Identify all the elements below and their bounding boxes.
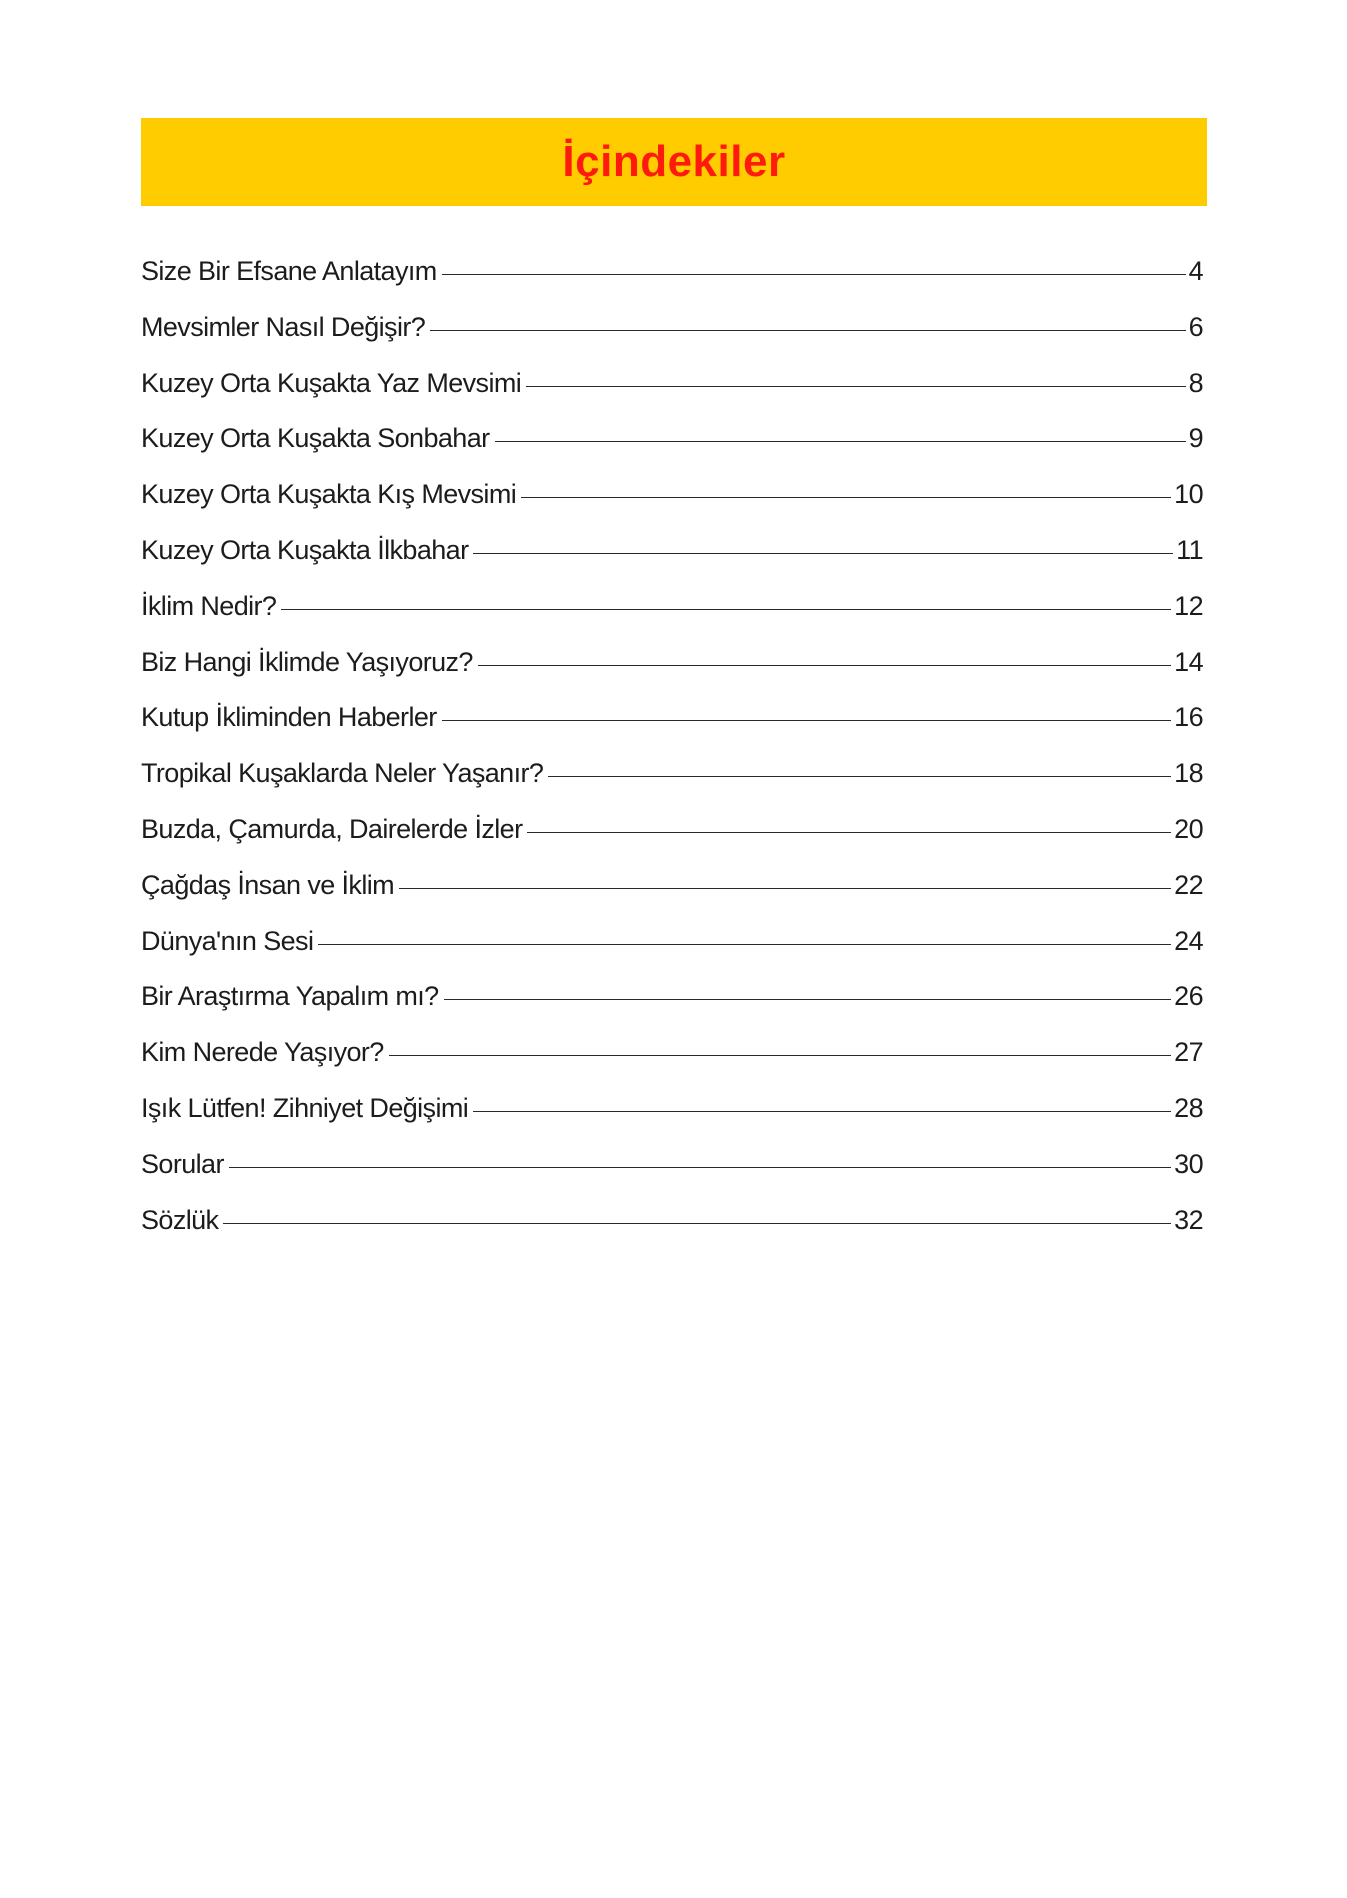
toc-entry-page: 14 xyxy=(1174,646,1203,677)
toc-entry[interactable] xyxy=(141,479,1203,535)
toc-entry[interactable] xyxy=(141,1093,1203,1149)
toc-entry[interactable] xyxy=(141,870,1203,926)
toc-entry[interactable] xyxy=(141,312,1203,368)
toc-entry-title: Biz Hangi İklimde Yaşıyoruz? xyxy=(141,646,473,677)
toc-leader-line xyxy=(444,999,1172,1000)
toc-entry-page: 9 xyxy=(1188,423,1203,454)
toc-leader-line xyxy=(223,1223,1171,1224)
toc-entry-title: İklim Nedir? xyxy=(141,590,277,621)
title-banner xyxy=(141,118,1207,206)
toc-entry[interactable] xyxy=(141,647,1203,703)
toc-entry[interactable] xyxy=(141,256,1203,312)
toc-entry[interactable] xyxy=(141,758,1203,814)
toc-entry-title: Sorular xyxy=(141,1148,224,1179)
toc-entry[interactable] xyxy=(141,1205,1203,1261)
toc-entry-page: 20 xyxy=(1174,813,1203,844)
toc-entry-title: Kuzey Orta Kuşakta Kış Mevsimi xyxy=(141,479,517,510)
toc-leader-line xyxy=(281,609,1171,610)
toc-entry-page: 16 xyxy=(1174,702,1203,733)
toc-entry[interactable] xyxy=(141,535,1203,591)
toc-leader-line xyxy=(430,330,1185,331)
toc-leader-line xyxy=(521,497,1171,498)
toc-entry-page: 4 xyxy=(1188,256,1203,286)
toc-entry-page: 22 xyxy=(1174,869,1203,900)
toc-entry-title: Işık Lütfen! Zihniyet Değişimi xyxy=(141,1092,469,1123)
toc-entry[interactable] xyxy=(141,591,1203,647)
toc-entry-page: 10 xyxy=(1174,479,1203,510)
toc-leader-line xyxy=(527,832,1171,833)
toc-leader-line xyxy=(318,944,1171,945)
toc-entry-page: 26 xyxy=(1174,981,1203,1012)
toc-entry-page: 27 xyxy=(1174,1037,1203,1068)
toc-entry[interactable] xyxy=(141,926,1203,982)
toc-leader-line xyxy=(442,274,1186,275)
toc-leader-line xyxy=(399,888,1171,889)
toc-entry[interactable] xyxy=(141,1037,1203,1093)
toc-entry[interactable] xyxy=(141,702,1203,758)
toc-entry-page: 18 xyxy=(1174,758,1203,789)
toc-leader-line xyxy=(495,441,1186,442)
toc-entry-page: 12 xyxy=(1174,590,1203,621)
toc-entry-title: Kim Nerede Yaşıyor? xyxy=(141,1037,384,1068)
toc-entry-title: Size Bir Efsane Anlatayım xyxy=(141,256,437,286)
toc-entry-title: Buzda, Çamurda, Dairelerde İzler xyxy=(141,813,523,844)
toc-entry-title: Mevsimler Nasıl Değişir? xyxy=(141,311,426,342)
toc-entry[interactable] xyxy=(141,981,1203,1037)
toc-entry-page: 30 xyxy=(1174,1148,1203,1179)
toc-entry[interactable] xyxy=(141,814,1203,870)
page-title: İçindekiler xyxy=(562,137,786,186)
toc-entry[interactable] xyxy=(141,423,1203,479)
toc-entry-page: 28 xyxy=(1174,1092,1203,1123)
toc-leader-line xyxy=(389,1055,1171,1056)
toc-entry-title: Kuzey Orta Kuşakta İlkbahar xyxy=(141,534,469,565)
toc-entry-title: Tropikal Kuşaklarda Neler Yaşanır? xyxy=(141,758,544,789)
toc-entry-page: 24 xyxy=(1174,925,1203,956)
toc-entry-title: Bir Araştırma Yapalım mı? xyxy=(141,981,439,1012)
toc-entry-title: Sözlük xyxy=(141,1204,219,1235)
toc-entry-page: 6 xyxy=(1188,311,1203,342)
table-of-contents xyxy=(141,256,1203,1260)
toc-leader-line xyxy=(478,665,1171,666)
toc-entry[interactable] xyxy=(141,368,1203,424)
toc-entry[interactable] xyxy=(141,1149,1203,1205)
toc-entry-page: 32 xyxy=(1174,1204,1203,1235)
toc-entry-title: Kuzey Orta Kuşakta Sonbahar xyxy=(141,423,490,454)
toc-leader-line xyxy=(229,1167,1171,1168)
toc-entry-title: Kuzey Orta Kuşakta Yaz Mevsimi xyxy=(141,367,522,398)
toc-entry-title: Dünya'nın Sesi xyxy=(141,925,314,956)
toc-leader-line xyxy=(473,1111,1171,1112)
toc-leader-line xyxy=(548,776,1171,777)
toc-leader-line xyxy=(526,386,1185,387)
toc-entry-title: Kutup İkliminden Haberler xyxy=(141,702,437,733)
toc-entry-page: 8 xyxy=(1188,367,1203,398)
toc-leader-line xyxy=(442,720,1171,721)
toc-entry-title: Çağdaş İnsan ve İklim xyxy=(141,869,395,900)
toc-leader-line xyxy=(473,553,1173,554)
toc-entry-page: 11 xyxy=(1176,534,1203,565)
